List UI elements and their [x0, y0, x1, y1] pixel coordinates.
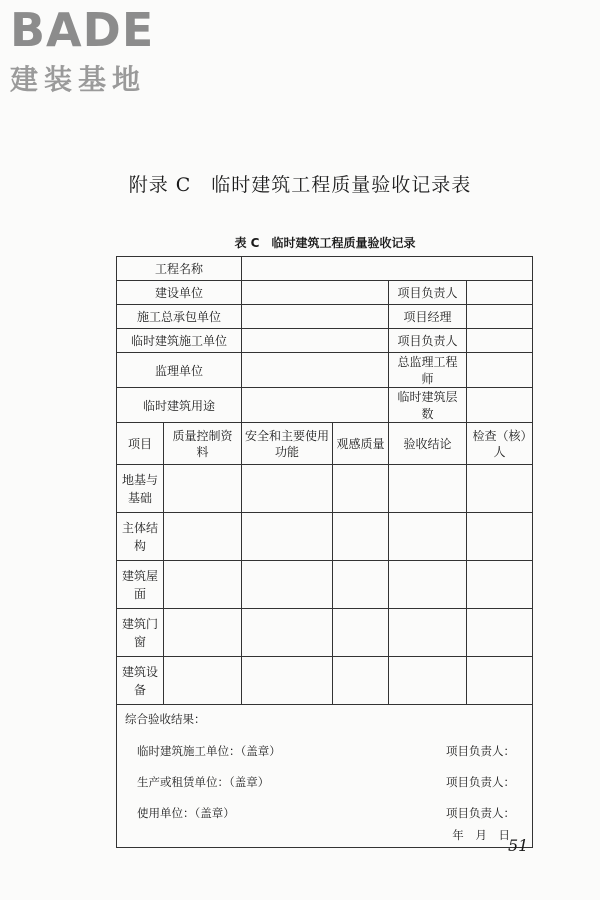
row-temp-use	[117, 388, 533, 423]
cell-safety[interactable]	[242, 465, 333, 513]
field-project-name[interactable]	[242, 257, 533, 281]
cell-conclusion[interactable]	[389, 609, 467, 657]
cell-safety[interactable]	[242, 609, 333, 657]
label-chief-supervisor: 总监理工程师	[389, 353, 467, 388]
logo-wordmark: BADE	[10, 3, 155, 57]
label-project-manager: 项目经理	[389, 305, 467, 329]
table-row	[117, 513, 533, 561]
cell-conclusion[interactable]	[389, 513, 467, 561]
header-conclusion: 验收结论	[389, 423, 467, 465]
table-row	[117, 465, 533, 513]
cell-appearance[interactable]	[333, 657, 389, 705]
user-seal-label: 使用单位：（盖章）	[137, 806, 235, 820]
leader-sign-label: 项目负责人：	[446, 744, 516, 758]
column-header-row	[117, 423, 533, 465]
field-temp-use[interactable]	[242, 388, 389, 423]
logo	[10, 4, 180, 98]
field-project-leader[interactable]	[467, 281, 533, 305]
acceptance-record-table	[116, 256, 533, 848]
field-supervision-unit[interactable]	[242, 353, 389, 388]
category-label: 地基与基础	[117, 465, 164, 513]
cell-safety[interactable]	[242, 561, 333, 609]
label-construction-unit: 建设单位	[117, 281, 242, 305]
header-quality-docs: 质量控制资料	[164, 423, 242, 465]
cell-safety[interactable]	[242, 513, 333, 561]
builder-seal-label: 临时建筑施工单位：（盖章）	[137, 744, 281, 758]
cell-inspector[interactable]	[467, 609, 533, 657]
category-label: 建筑门窗	[117, 609, 164, 657]
logo-subtitle: 建装基地	[10, 63, 147, 96]
header-appearance: 观感质量	[333, 423, 389, 465]
cell-conclusion[interactable]	[389, 561, 467, 609]
label-general-contractor: 施工总承包单位	[117, 305, 242, 329]
cell-quality-docs[interactable]	[164, 465, 242, 513]
table-row	[117, 609, 533, 657]
cell-conclusion[interactable]	[389, 465, 467, 513]
table-row	[117, 561, 533, 609]
row-project-name	[117, 257, 533, 281]
label-temp-use: 临时建筑用途	[117, 388, 242, 423]
cell-quality-docs[interactable]	[164, 561, 242, 609]
appendix-title: 附录 C 临时建筑工程质量验收记录表	[128, 174, 472, 196]
summary-row	[117, 705, 533, 848]
cell-appearance[interactable]	[333, 609, 389, 657]
producer-seal-label: 生产或租赁单位：（盖章）	[137, 775, 270, 789]
category-label: 建筑设备	[117, 657, 164, 705]
page-number: 51	[508, 836, 529, 855]
cell-safety[interactable]	[242, 657, 333, 705]
category-label: 建筑屋面	[117, 561, 164, 609]
cell-quality-docs[interactable]	[164, 657, 242, 705]
header-inspector: 检查（核）人	[467, 423, 533, 465]
summary-title: 综合验收结果：	[125, 712, 206, 726]
summary-line-builder	[125, 743, 524, 759]
summary-line-producer	[125, 774, 524, 790]
table-caption: 表 C 临时建筑工程质量验收记录	[234, 236, 416, 250]
header-safety: 安全和主要使用功能	[242, 423, 333, 465]
category-label: 主体结构	[117, 513, 164, 561]
leader-sign-label: 项目负责人：	[446, 775, 516, 789]
cell-appearance[interactable]	[333, 513, 389, 561]
cell-inspector[interactable]	[467, 561, 533, 609]
cell-appearance[interactable]	[333, 465, 389, 513]
label-temp-floors: 临时建筑层数	[389, 388, 467, 423]
cell-appearance[interactable]	[333, 561, 389, 609]
row-temp-builder	[117, 329, 533, 353]
summary-line-user	[125, 805, 524, 821]
row-construction-unit	[117, 281, 533, 305]
cell-quality-docs[interactable]	[164, 513, 242, 561]
field-project-leader-2[interactable]	[467, 329, 533, 353]
row-general-contractor	[117, 305, 533, 329]
field-general-contractor[interactable]	[242, 305, 389, 329]
table-row	[117, 657, 533, 705]
summary-cell[interactable]	[117, 705, 533, 848]
leader-sign-label: 项目负责人：	[446, 806, 516, 820]
cell-quality-docs[interactable]	[164, 609, 242, 657]
field-chief-supervisor[interactable]	[467, 353, 533, 388]
date-line: 年 月 日	[452, 828, 511, 842]
field-temp-floors[interactable]	[467, 388, 533, 423]
field-project-manager[interactable]	[467, 305, 533, 329]
field-construction-unit[interactable]	[242, 281, 389, 305]
label-project-leader-2: 项目负责人	[389, 329, 467, 353]
cell-conclusion[interactable]	[389, 657, 467, 705]
cell-inspector[interactable]	[467, 465, 533, 513]
header-item: 项目	[117, 423, 164, 465]
row-supervision-unit	[117, 353, 533, 388]
label-temp-builder: 临时建筑施工单位	[117, 329, 242, 353]
label-project-leader: 项目负责人	[389, 281, 467, 305]
cell-inspector[interactable]	[467, 513, 533, 561]
cell-inspector[interactable]	[467, 657, 533, 705]
label-supervision-unit: 监理单位	[117, 353, 242, 388]
field-temp-builder[interactable]	[242, 329, 389, 353]
label-project-name: 工程名称	[117, 257, 242, 281]
